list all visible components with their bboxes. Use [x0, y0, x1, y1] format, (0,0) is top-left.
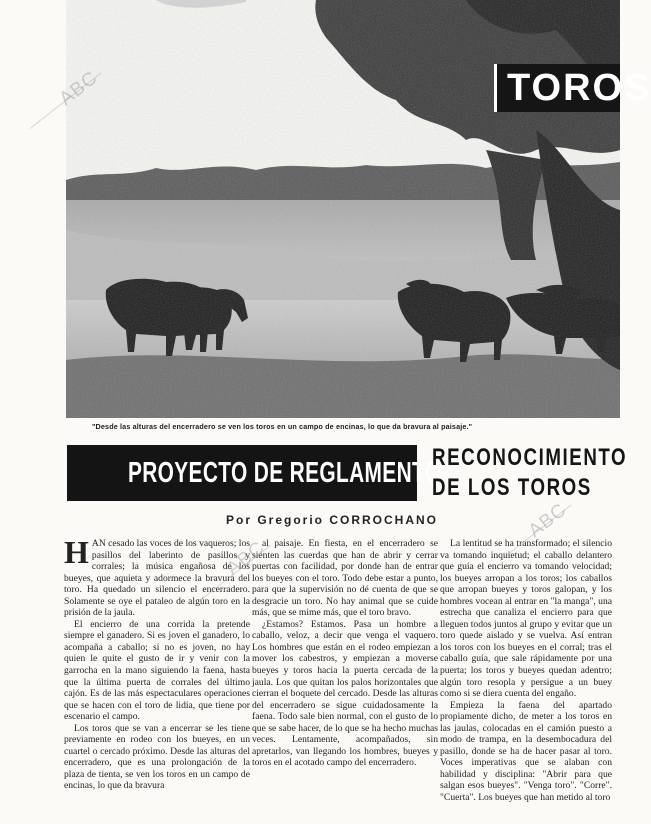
- headline: [67, 445, 442, 501]
- paragraph: El encierro de una corrida la pretende siempre el ganadero. Si es joven el ganadero, lo acompaña a caballo; si no es joven, no hay quien le quite el gusto de ir y venir con la garrocha en la mano siguiendo la faena, hasta que la última puerta de corrales del último cajón. Es de las más espectaculares operaciones que se hacen con el toro de lidia, que tiene por escenario el campo.: [64, 618, 250, 723]
- bulls-field-photo: [66, 0, 620, 418]
- paragraph: AN cesado las voces de los vaqueros; los pasillos del laberinto de pasillos y corrales; la música engañosa de los bueyes, que aquieta y adormece la bravura del toro. Ha quedado un silencio el encerradero. Solamente se oye el pataleo de algún toro en la prisión de la jaula.: [64, 538, 250, 619]
- article-column-1: [64, 534, 250, 820]
- article-column-3: [440, 538, 612, 820]
- paragraph: Empieza la faena del apartado propiamente dicho, de meter a los toros en las jaulas, colocadas en el camión puesto a modo de trampa, en la desembocadura del pasillo, donde se ha de hacer pasar al toro. Voces imperativas que se alaban con habilidad y disciplina: "Abrir para que salgan esos bueyes". "Venga toro". "Corre". "Cuerta". Los bueyes que han metido al toro: [440, 699, 612, 804]
- drop-cap: H: [64, 534, 89, 570]
- article-column-2: [252, 538, 438, 820]
- headline-text: PROYECTO DE REGLAMENTO: [127, 457, 442, 489]
- section-title: TOROS: [494, 64, 620, 112]
- photo-caption: "Desde las alturas del encerradero se ven los toros en un campo de encinas, lo que da bravura al paisaje.": [92, 422, 473, 431]
- photo-illustration: [66, 0, 620, 418]
- subhead: [432, 443, 628, 503]
- watermark-abc-1: ABC: [55, 67, 102, 110]
- paragraph: ¿Estamos? Estamos. Pasa un hombre a caballo, veloz, a decir que venga el vaquero. Los hombres que están en el rodeo empiezan a mover los cabestros, y empiezan a moverse bueyes y toros hacia la puerta cercada de la jaula. Los que quitan los palos horizontales que cierran el boquete del cercado. Desde las alturas del encerradero se sigue cuidadosamente la faena. Todo sale bien normal, con el gusto de lo que se sabe hacer, de lo que se ha hecho muchas veces. Lentamente, acompañados, sin apretarlos, van llegando los hombres, bueyes y toros en el acotado campo del encerradero.: [252, 618, 438, 769]
- byline: Por Gregorio CORROCHANO: [226, 513, 439, 527]
- paragraph: La lentitud se ha transformado; el silencio va tomando inquietud; el caballo delantero que guía el encierro va tomando velocidad; los bueyes arropan a los toros; los caballos que arropan bueyes y toros galopan, y los hombres vocean al entrar en "la manga", una estrecha que canaliza el encierro para que lleguen todos juntos al grupo y evitar que un toro quede aislado y se vuelva. Así entran los toros con los bueyes en el corral; tras el caballo guía, que sale rápidamente por una puerta; los toros y bueyes quedan adentro; algún toro resopla y persigue a un buey como si se diera cuenta del engaño.: [440, 538, 612, 700]
- paragraph: al paisaje. En fiesta, en el encerradero se sienten las cuerdas que han de abrir y cerrar puertas con facilidad, por donde han de entrar los bueyes con el toro. Todo debe estar a punto, para que la supervisión no dé cuenta de que se desgracie un toro. No hay animal que se cuide más, que se mime más, que el toro bravo.: [252, 538, 438, 619]
- subhead-line-1: RECONOCIMIENTO: [432, 444, 628, 471]
- watermark-abc-3: ABC: [524, 499, 571, 542]
- watermark-abc-2: ABC: [222, 537, 269, 580]
- paragraph: Los toros que se van a encerrar se les tiene previamente en rodeo con los bueyes, en un cuartel o cercado próximo. Desde las alturas del encerradero, que es una prolongación de la plaza de tienta, se ven los toros en un campo de encinas, lo que da bravura: [64, 722, 250, 792]
- subhead-line-2: DE LOS TOROS: [432, 474, 592, 501]
